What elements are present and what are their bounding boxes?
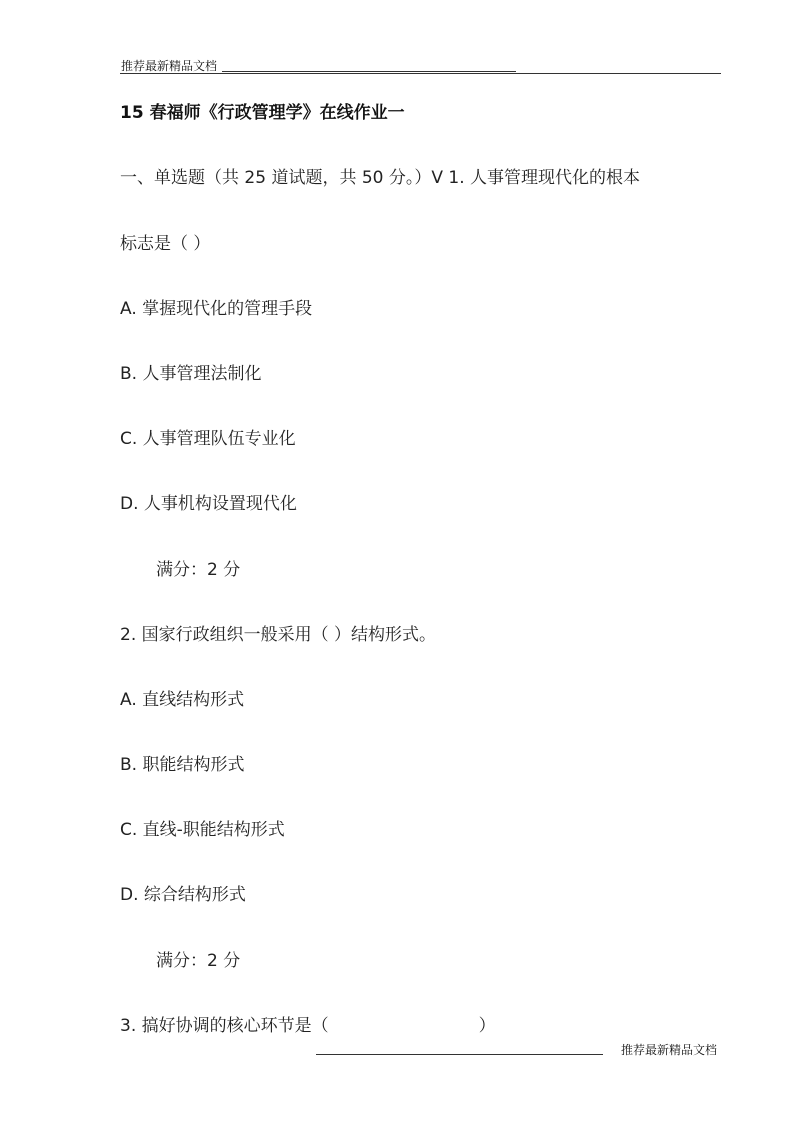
q3-stem	[120, 1011, 496, 1036]
header-rule	[120, 73, 721, 74]
q1-option-b: B. 人事管理法制化	[120, 364, 262, 384]
q3-stem-start: 3. 搞好协调的核心环节是（	[120, 1016, 329, 1036]
header-underline	[222, 71, 516, 72]
q2-stem: 2. 国家行政组织一般采用（ ）结构形式。	[120, 625, 437, 645]
q3-stem-end: ）	[478, 1016, 496, 1036]
q2-score: 满分：2 分	[156, 951, 241, 971]
q1-option-a: A. 掌握现代化的管理手段	[120, 299, 313, 319]
q2-option-c: C. 直线-职能结构形式	[120, 820, 285, 840]
footer-rule	[316, 1054, 603, 1055]
q1-option-d: D. 人事机构设置现代化	[120, 494, 297, 514]
q2-option-d: D. 综合结构形式	[120, 885, 246, 905]
document-title: 15 春福师《行政管理学》在线作业一	[120, 103, 405, 123]
q1-score: 满分：2 分	[156, 560, 241, 580]
section-heading-line2: 标志是（ ）	[120, 234, 211, 254]
footer-label: 推荐最新精品文档	[621, 1043, 718, 1057]
section-heading-line1: 一、单选题（共 25 道试题，共 50 分。）V 1. 人事管理现代化的根本	[120, 168, 641, 188]
q1-option-c: C. 人事管理队伍专业化	[120, 429, 296, 449]
q2-option-a: A. 直线结构形式	[120, 690, 245, 710]
q2-option-b: B. 职能结构形式	[120, 755, 245, 775]
header-label: 推荐最新精品文档	[121, 59, 218, 73]
